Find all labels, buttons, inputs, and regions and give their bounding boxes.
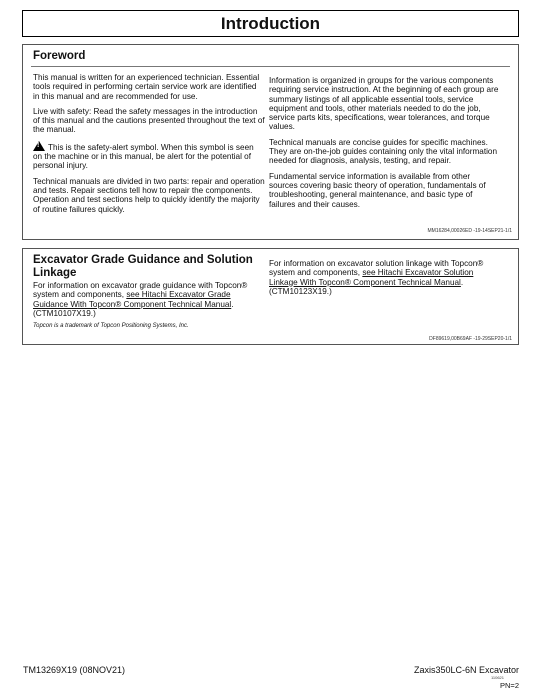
excavator-section [22,248,519,345]
grade-guidance-text: For information on excavator grade guidance with Topcon® system and components, [33,281,248,300]
grade-guidance-link[interactable]: see Hitachi Excavator Grade Guidance With Topcon® Component Technical Manual [33,290,232,309]
solution-linkage-link[interactable]: see Hitachi Excavator Solution Linkage With Topcon® Component Technical Manual [269,268,474,287]
foreword-heading: Foreword [33,50,86,62]
paragraph: Technical manuals are concise guides for specific machines. They are on-the-job guides containing only the vital information needed for diagnosis, analysis, testing, and repair. [269,137,498,166]
paragraph: This manual is written for an experienced technician. Essential tools required in performing certain service work are identified in this manual and are recommended for use. [33,73,260,101]
page-title: Introduction [22,10,519,37]
excavator-right-column [269,259,501,302]
footer-date-code: 110621 [490,675,504,680]
footer-model: Zaxis350LC-6N Excavator [413,665,519,675]
foreword-reference-code: MM16284,00026ED -19-14SEP21-1/1 [427,228,512,234]
paragraph [33,281,265,318]
safety-alert-icon [33,141,45,151]
grade-guidance-suffix: . (CTM10107X19.) [33,299,234,318]
paragraph: Live with safety: Read the safety messages in the introduction of this manual and the cautions presented throughout the text of the manual. [33,106,265,135]
excavator-heading: Excavator Grade Guidance and Solution Linkage [33,254,253,279]
foreword-divider [31,66,510,67]
paragraph [33,141,265,171]
foreword-section [22,44,519,240]
trademark-note: Topcon is a trademark of Topcon Positioning Systems, Inc. [33,323,189,330]
footer-page-number: PN=2 [500,681,519,690]
excavator-left-column [33,281,265,331]
paragraph: Fundamental service information is available from other sources covering basic theory of operation, fundamentals of troubleshooting, general maintenance, and basic type of failures and their causes. [269,171,486,209]
solution-linkage-text: For information on excavator solution linkage with Topcon® system and components, [269,259,484,278]
safety-alert-text: This is the safety-alert symbol. When this symbol is seen on the machine or in this manual, be alert for the potential of personal injury. [33,142,254,171]
paragraph: Technical manuals are divided in two parts: repair and operation and tests. Repair sections tell how to repair the components. Operation and test sections help to quickly identify the majority of routine failures quickly. [33,176,265,214]
solution-linkage-suffix: . (CTM10123X19.) [269,277,464,296]
excavator-reference-code: DF89619,00B69AF -19-29SEP20-1/1 [429,336,512,342]
paragraph [269,259,501,296]
paragraph: Information is organized in groups for the various components requiring service instruction. At the beginning of each group are summary listings of all applicable essential tools, service equipment and tools, other materials needed to do the job, service parts kits, specifications, wear tolerances, and torque values. [269,76,499,132]
foreword-left-column [33,73,265,220]
foreword-right-column [269,76,501,215]
footer-manual-id: TM13269X19 (08NOV21) [23,665,126,675]
